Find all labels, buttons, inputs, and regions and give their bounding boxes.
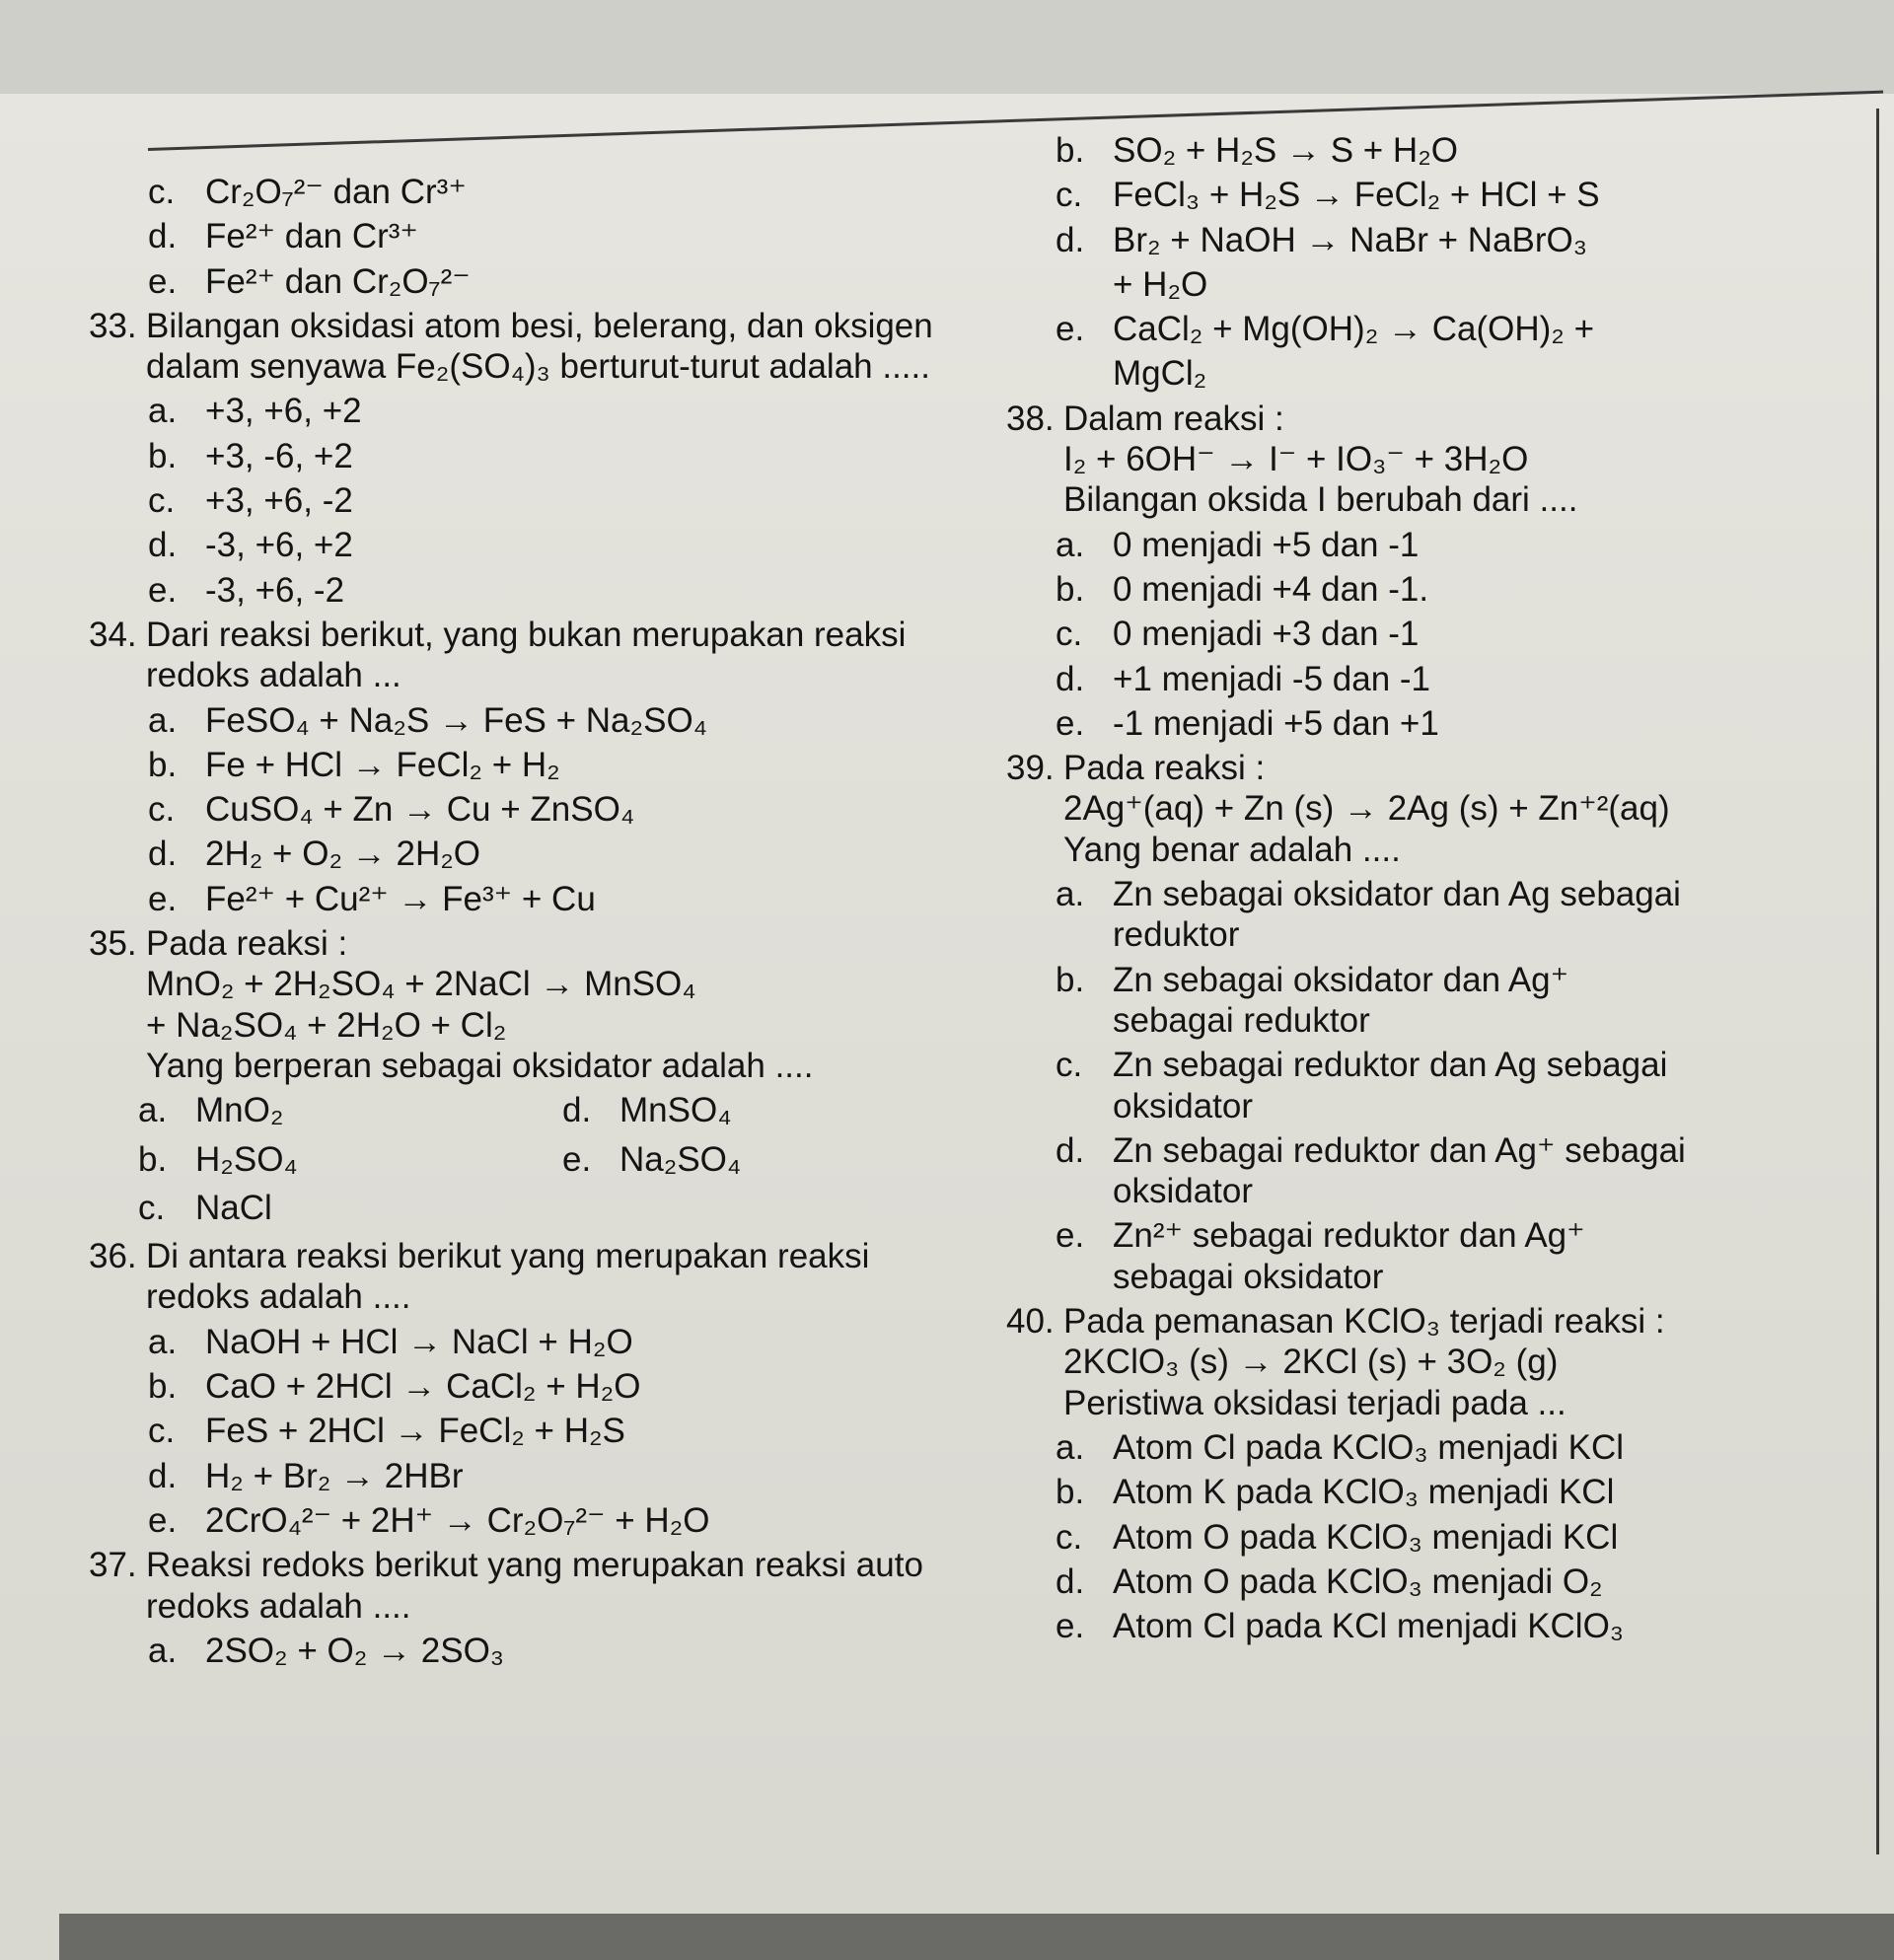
option-e: e. Na₂SO₄	[562, 1139, 742, 1179]
question-38	[1006, 399, 1874, 744]
question-stem: Pada reaksi :	[146, 924, 348, 964]
option-d: d. -3, +6, +2	[148, 526, 353, 565]
question-40	[1006, 1301, 1874, 1646]
question-prompt: Bilangan oksida I berubah dari ....	[1063, 480, 1578, 520]
option-a: a. Zn sebagai oksidator dan Ag sebagai reduktor	[1056, 875, 1681, 955]
question-number: 37.	[89, 1546, 137, 1585]
previous-question-options	[1006, 130, 1874, 395]
question-stem: Bilangan oksidasi atom besi, belerang, dan oksigen dalam senyawa Fe₂(SO₄)₃ berturut-turut adalah .....	[146, 306, 933, 387]
previous-question-options	[89, 172, 937, 302]
option-b: b. 0 menjadi +4 dan -1.	[1056, 569, 1429, 609]
option-e: e. -1 menjadi +5 dan +1	[1056, 703, 1439, 743]
option-a: a. Atom Cl pada KClO₃ menjadi KCl	[1056, 1427, 1625, 1467]
option-b: b. CaO + 2HCl → CaCl₂ + H₂O	[148, 1367, 641, 1407]
option-b: b. H₂SO₄	[138, 1139, 298, 1179]
question-prompt: Peristiwa oksidasi terjadi pada ...	[1063, 1383, 1566, 1422]
option: d. Br₂ + NaOH → NaBr + NaBrO₃	[1056, 220, 1588, 259]
option-c: c. FeS + 2HCl → FeCl₂ + H₂S	[148, 1412, 625, 1451]
right-border-line	[1876, 109, 1879, 1854]
option-a: a. FeSO₄ + Na₂S → FeS + Na₂SO₄	[148, 700, 707, 740]
option-a: a. 2SO₂ + O₂ → 2SO₃	[148, 1631, 505, 1670]
equation: MnO₂ + 2H₂SO₄ + 2NaCl → MnSO₄	[146, 965, 696, 1004]
option-d: d. H₂ + Br₂ → 2HBr	[148, 1456, 464, 1495]
next-section-banner	[59, 1914, 1894, 1960]
question-37	[89, 1545, 937, 1671]
question-39	[1006, 748, 1874, 1297]
question-number: 33.	[89, 306, 137, 345]
equation: 2KClO₃ (s) → 2KCl (s) + 3O₂ (g)	[1063, 1343, 1559, 1382]
right-column	[1006, 126, 1874, 1650]
option-d: d. +1 menjadi -5 dan -1	[1056, 659, 1431, 698]
option: e. Fe²⁺ dan Cr₂O₇²⁻	[148, 261, 471, 301]
question-stem: Pada pemanasan KClO₃ terjadi reaksi :	[1063, 1302, 1665, 1342]
option: c. Cr₂O₇²⁻ dan Cr³⁺	[148, 173, 467, 211]
question-stem: Dari reaksi berikut, yang bukan merupakan reaksi redoks adalah ...	[146, 615, 907, 695]
option-a: a. MnO₂	[138, 1091, 284, 1130]
question-33	[89, 306, 937, 611]
equation: 2Ag⁺(aq) + Zn (s) → 2Ag (s) + Zn⁺²(aq)	[1063, 789, 1670, 829]
option-d: d. Atom O pada KClO₃ menjadi O₂	[1056, 1561, 1603, 1601]
option-continued: + H₂O	[1113, 264, 1208, 304]
equation: I₂ + 6OH⁻ → I⁻ + IO₃⁻ + 3H₂O	[1063, 440, 1529, 479]
question-number: 38.	[1006, 399, 1055, 438]
equation-continued: + Na₂SO₄ + 2H₂O + Cl₂	[146, 1005, 507, 1045]
question-stem: Reaksi redoks berikut yang merupakan reaksi auto redoks adalah ....	[146, 1546, 923, 1626]
option-a: a. NaOH + HCl → NaCl + H₂O	[148, 1322, 633, 1361]
question-34	[89, 615, 937, 919]
question-number: 35.	[89, 924, 137, 964]
option: d. Fe²⁺ dan Cr³⁺	[148, 217, 418, 256]
option-b: b. Fe + HCl → FeCl₂ + H₂	[148, 745, 560, 784]
option-a: a. +3, +6, +2	[148, 392, 362, 431]
question-35	[89, 923, 937, 1232]
question-number: 34.	[89, 615, 137, 654]
option: c. FeCl₃ + H₂S → FeCl₂ + HCl + S	[1056, 176, 1600, 215]
question-number: 39.	[1006, 749, 1055, 788]
option-c: c. Atom O pada KClO₃ menjadi KCl	[1056, 1517, 1619, 1557]
question-prompt: Yang benar adalah ....	[1063, 830, 1401, 869]
option-d: d. 2H₂ + O₂ → 2H₂O	[148, 835, 481, 874]
option-c: c. CuSO₄ + Zn → Cu + ZnSO₄	[148, 790, 635, 830]
option-e: e. 2CrO₄²⁻ + 2H⁺ → Cr₂O₇²⁻ + H₂O	[148, 1500, 710, 1540]
option-d: d. MnSO₄	[562, 1091, 732, 1130]
option-c: c. +3, +6, -2	[148, 481, 353, 521]
option-a: a. 0 menjadi +5 dan -1	[1056, 525, 1420, 564]
option-b: b. Zn sebagai oksidator dan Ag⁺ sebagai reduktor	[1056, 960, 1569, 1040]
option-d: d. Zn sebagai reduktor dan Ag⁺ sebagai oksidator	[1056, 1130, 1686, 1211]
options-grid	[89, 1086, 937, 1232]
option-b: b. +3, -6, +2	[148, 436, 353, 475]
option-continued: MgCl₂	[1113, 354, 1207, 394]
option-e: e. -3, +6, -2	[148, 570, 345, 610]
option-e: e. Fe²⁺ + Cu²⁺ → Fe³⁺ + Cu	[148, 879, 596, 918]
question-36	[89, 1236, 937, 1541]
option-e: e. Zn²⁺ sebagai reduktor dan Ag⁺ sebagai oksidator	[1056, 1216, 1585, 1296]
question-number: 40.	[1006, 1302, 1055, 1342]
option-b: b. Atom K pada KClO₃ menjadi KCl	[1056, 1473, 1615, 1512]
option-c: c. 0 menjadi +3 dan -1	[1056, 615, 1420, 654]
option-c: c. NaCl	[138, 1188, 272, 1227]
option: b. SO₂ + H₂S → S + H₂O	[1056, 131, 1459, 170]
option-c: c. Zn sebagai reduktor dan Ag sebagai oksidator	[1056, 1046, 1668, 1125]
question-number: 36.	[89, 1237, 137, 1276]
option-e: e. Atom Cl pada KCl menjadi KClO₃	[1056, 1607, 1625, 1646]
question-stem: Di antara reaksi berikut yang merupakan reaksi redoks adalah ....	[146, 1237, 870, 1317]
left-column	[89, 168, 937, 1675]
question-prompt: Yang berperan sebagai oksidator adalah ....	[146, 1046, 814, 1085]
option: e. CaCl₂ + Mg(OH)₂ → Ca(OH)₂ +	[1056, 310, 1595, 349]
question-stem: Dalam reaksi :	[1063, 399, 1284, 438]
question-stem: Pada reaksi :	[1063, 749, 1266, 788]
